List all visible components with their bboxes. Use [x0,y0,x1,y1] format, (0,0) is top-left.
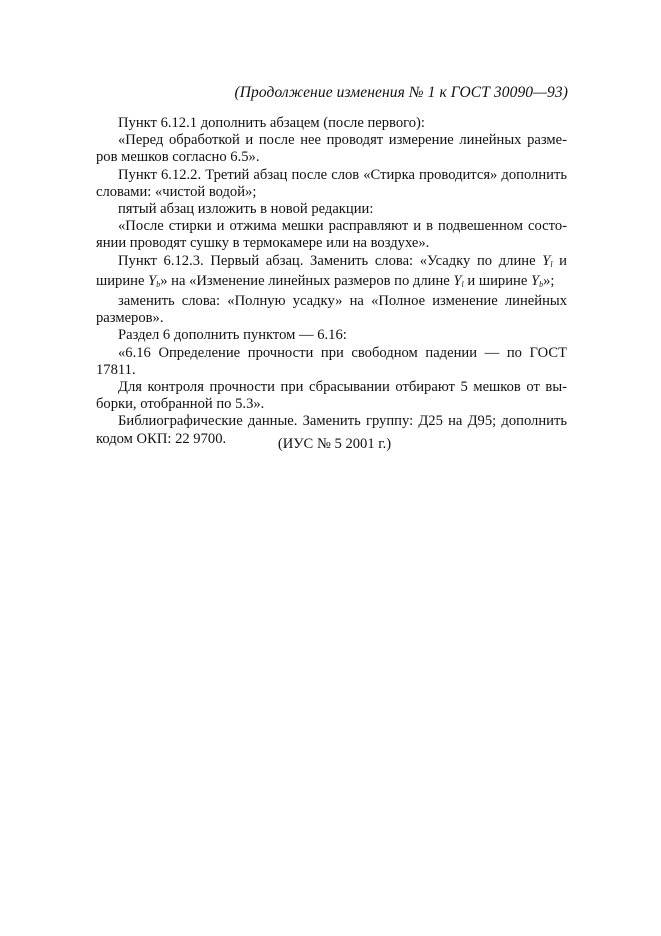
page-header-continuation: (Продолжение изменения № 1 к ГОСТ 30090—93) [234,84,568,101]
text-line: ров мешков согласно 6.5». [96,149,260,166]
text-segment: »; [543,272,555,289]
text-line: Для контроля прочности при сбрасывании отбирают 5 мешков от вы- [118,379,567,396]
text-line: 17811. [96,361,136,378]
text-segment: и ширине [463,272,531,289]
paragraph-fifth-abzac [96,201,567,218]
symbol-y: Y [148,272,157,289]
paragraph-razdel-6 [96,327,567,344]
paragraph-punkt-6-12-1 [96,115,567,132]
ius-reference: (ИУС № 5 2001 г.) [277,436,392,452]
subscript-b: b [539,279,544,289]
text-line: кодом ОКП: 22 9700. [96,430,227,447]
symbol-y: Y [453,272,462,289]
text-line: Библиографические данные. Заменить группу: Д25 на Д95; дополнить [118,413,567,430]
text-segment: и [552,252,567,269]
text-line: борки, отобранной по 5.3». [96,396,265,413]
subscript-l: l [550,259,553,269]
paragraph-punkt-6-12-3 [96,253,567,293]
paragraph-strength-control [96,379,567,413]
paragraph-replace-words [96,293,567,327]
text-line: заменить слова: «Полную усадку» на «Полное изменение линейных [118,293,567,310]
text-line: словами: «чистой водой»; [96,183,257,200]
text-segment: ширине [96,272,149,289]
text-line: «6.16 Определение прочности при свободном падении — по ГОСТ [118,344,567,361]
paragraph-6-16 [96,345,567,379]
text-line [96,253,567,273]
text-line: «После стирки и отжима мешки расправляют и в подвешенном состо- [118,218,567,235]
text-segment: » на «Изменение линейных размеров по длине [160,272,454,289]
paragraph-quote-measurement [96,132,567,166]
subscript-l: l [461,279,464,289]
document-body [96,115,567,448]
subscript-b: b [156,279,161,289]
symbol-y: Y [530,272,540,289]
text-line: Пункт 6.12.1 дополнить абзацем (после первого): [118,115,425,131]
text-segment: Пункт 6.12.3. Первый абзац. Заменить слова: «Усадку по длине [118,252,543,269]
text-line: Пункт 6.12.2. Третий абзац после слов «Стирка проводится» дополнить [118,166,567,183]
text-line: Раздел 6 дополнить пунктом — 6.16: [118,327,347,344]
text-line: янии проводят сушку в термокамере или на воздухе». [96,235,430,252]
text-line: «Перед обработкой и после нее проводят измерение линейных разме- [118,132,567,149]
paragraph-quote-drying [96,218,567,252]
text-line: пятый абзац изложить в новой редакции: [118,201,374,218]
paragraph-punkt-6-12-2 [96,167,567,201]
text-line [96,273,567,293]
symbol-y: Y [542,252,551,269]
text-line: размеров». [96,310,164,327]
